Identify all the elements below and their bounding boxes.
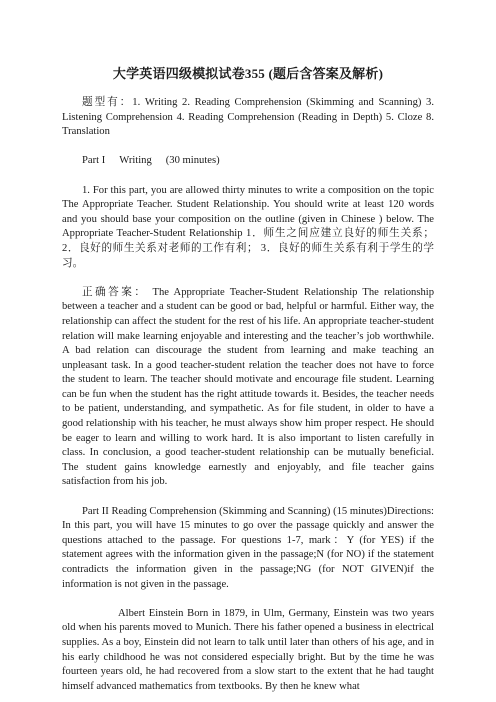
part2-directions: Part II Reading Comprehension (Skimming and Scanning) (15 minutes)Directions: In this part, you will have 15 minutes to go over the passage quickly and answer the questions attached to the passage. For questions 1-7, mark：Y (for YES) if the statement agrees with the information given in the passage;N (for NO) if the statement contradicts the information given in the passage;NG (for NOT GIVEN)if the information is not given in the passage. (62, 505, 434, 590)
passage-einstein: Albert Einstein Born in 1879, in Ulm, Germany, Einstein was two years old when his parents moved to Munich. There his father opened a business in electrical supplies. As a boy, Einstein did not learn to talk until later than others of his age, and in his early childhood he was not considered especially bright. But by the time he was fourteen years old, he had recovered from a slow start to the extent that he had taught himself advanced mathematics from textbooks. By then he knew what (62, 607, 434, 692)
part1-label: Part I (82, 155, 106, 167)
part1-heading (62, 154, 434, 169)
part1-name: Writing (119, 155, 152, 167)
question-1: 1. For this part, you are allowed thirty minutes to write a composition on the topic The Appropriate Teacher. Student Relationship. You should write at least 120 words and you should base your composition on the outline (given in Chinese ) below. The Appropriate Teacher-Student Relationship 1．师生之间应建立良好的师生关系； 2．良好的师生关系对老师的工作有利； 3．良好的师生关系有利于学生的学习。 (62, 184, 434, 269)
question-types: 题型有：1. Writing 2. Reading Comprehension (Skimming and Scanning) 3. Listening Comprehension 4. Reading Comprehension (Reading in Depth) 5. Cloze 8. Translation (62, 97, 434, 138)
document-title: 大学英语四级模拟试卷355 (题后含答案及解析) (112, 66, 384, 81)
part1-time: (30 minutes) (165, 155, 220, 167)
answer-essay: 正确答案： The Appropriate Teacher-Student Relationship The relationship between a teacher and a student can be good or bad, helpful or harmful. Either way, the relationship can affect the student for the rest of his life. An appropriate teacher-student relation will make learning enjoyable and interesting and the teacher’s job worthwhile. A bad relation can discourage the student from learning and make teaching an unpleasant task. In a good teacher-student relation the teacher does not have to force the student to learn. The teacher should motivate and encourage file student. Learning can be fun when the student has the right attitude towards it. Besides, the teacher needs to be patient, understanding, and sympathetic. As for file student, in older to have a good relationship with his teacher, he must always show him proper respect. He should be eager to learn and willing to work hard. It is also important to listen carefully in class. In conclusion, a good teacher-student relationship can be mutually beneficial. The student gains knowledge earnestly and enjoyably, and file teacher gains satisfaction from his job. (62, 286, 434, 488)
